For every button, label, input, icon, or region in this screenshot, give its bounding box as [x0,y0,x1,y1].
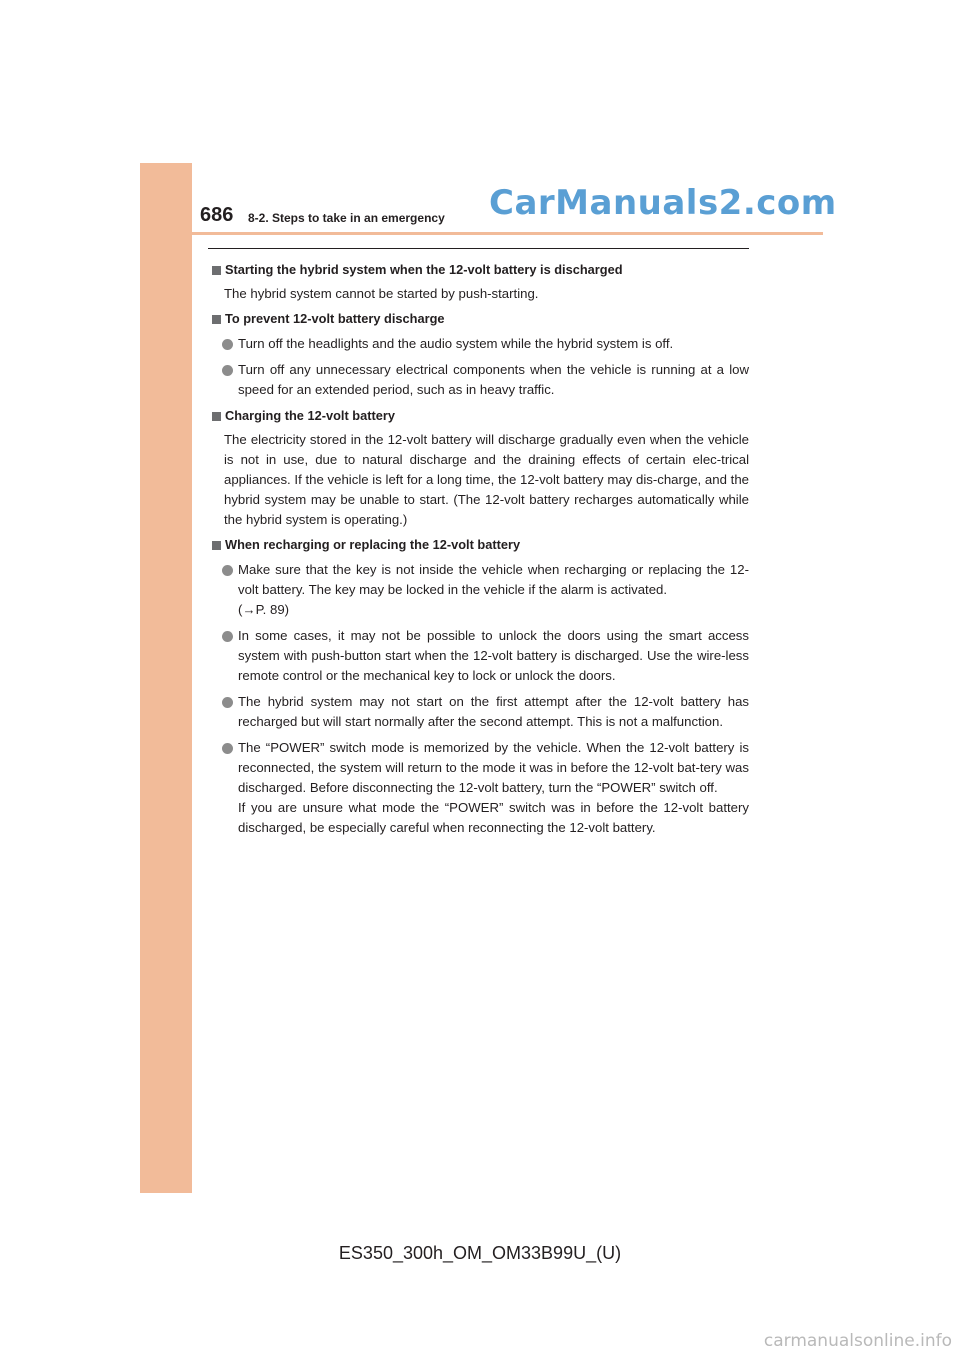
round-bullet-icon [222,697,233,708]
section-heading: Starting the hybrid system when the 12-volt battery is discharged [208,260,749,280]
carmanuals-watermark[interactable]: CarManuals2.com [489,183,837,223]
chapter-side-band [140,163,192,1193]
document-code: ES350_300h_OM_OM33B99U_(U) [338,1243,622,1263]
page-number: 686 [200,204,234,226]
list-item: The hybrid system may not start on the first attempt after the 12-volt battery has recharged but will start normally after the second attempt. This is not a malfunction. [208,692,749,732]
square-bullet-icon [212,266,221,275]
list-item: Make sure that the key is not inside the vehicle when recharging or replacing the 12-volt battery. The key may be locked in the vehicle if the alarm is activated. (→P. 89) [208,560,749,620]
list-item: In some cases, it may not be possible to unlock the doors using the smart access system with push-button start when the 12-volt battery is discharged. Use the wire-less remote control or the mechanical key to lock or unlock the doors. [208,626,749,686]
round-bullet-icon [222,565,233,576]
section-paragraph: The electricity stored in the 12-volt battery will discharge gradually even when the vehicle is not in use, due to natural discharge and the draining effects of certain elec-trical appliances. If the vehicle is left for a long time, the 12-volt battery may dis-charge, and the hybrid system may be unable to start. (The 12-volt battery recharges automatically while the hybrid system is operating.) [224,432,749,527]
square-bullet-icon [212,315,221,324]
header-rule [140,232,823,235]
bullet-note: If you are unsure what mode the “POWER” switch was in before the 12-volt battery discharged, be especially careful when reconnecting the 12-volt battery. [238,800,749,835]
round-bullet-icon [222,743,233,754]
list-item: The “POWER” switch mode is memorized by the vehicle. When the 12-volt battery is reconnected, the system will return to the mode it was in before the 12-volt bat-tery was discharged. Before disconnecting the 12-volt battery, turn the “POWER” switch off. If you are unsure what mode the “POWER” switch was in before the 12-volt battery discharged, be especially careful when reconnecting the 12-volt battery. [208,738,749,838]
round-bullet-icon [222,631,233,642]
section-paragraph: The hybrid system cannot be started by push-starting. [224,286,539,301]
list-item: Turn off any unnecessary electrical components when the vehicle is running at a low speed for an extended period, such as in heavy traffic. [208,360,749,400]
section-heading: Charging the 12-volt battery [208,406,749,426]
page-reference-link[interactable]: (→P. 89) [238,602,290,617]
section-title: 8-2. Steps to take in an emergency [248,211,445,225]
content-top-rule [208,248,749,249]
section-heading: When recharging or replacing the 12-volt battery [208,535,749,555]
page-content [208,258,749,844]
list-item: Turn off the headlights and the audio system while the hybrid system is off. [208,334,749,354]
square-bullet-icon [212,412,221,421]
round-bullet-icon [222,339,233,350]
square-bullet-icon [212,541,221,550]
section-heading: To prevent 12-volt battery discharge [208,309,749,329]
site-watermark[interactable]: carmanualsonline.info [763,1331,952,1351]
round-bullet-icon [222,365,233,376]
